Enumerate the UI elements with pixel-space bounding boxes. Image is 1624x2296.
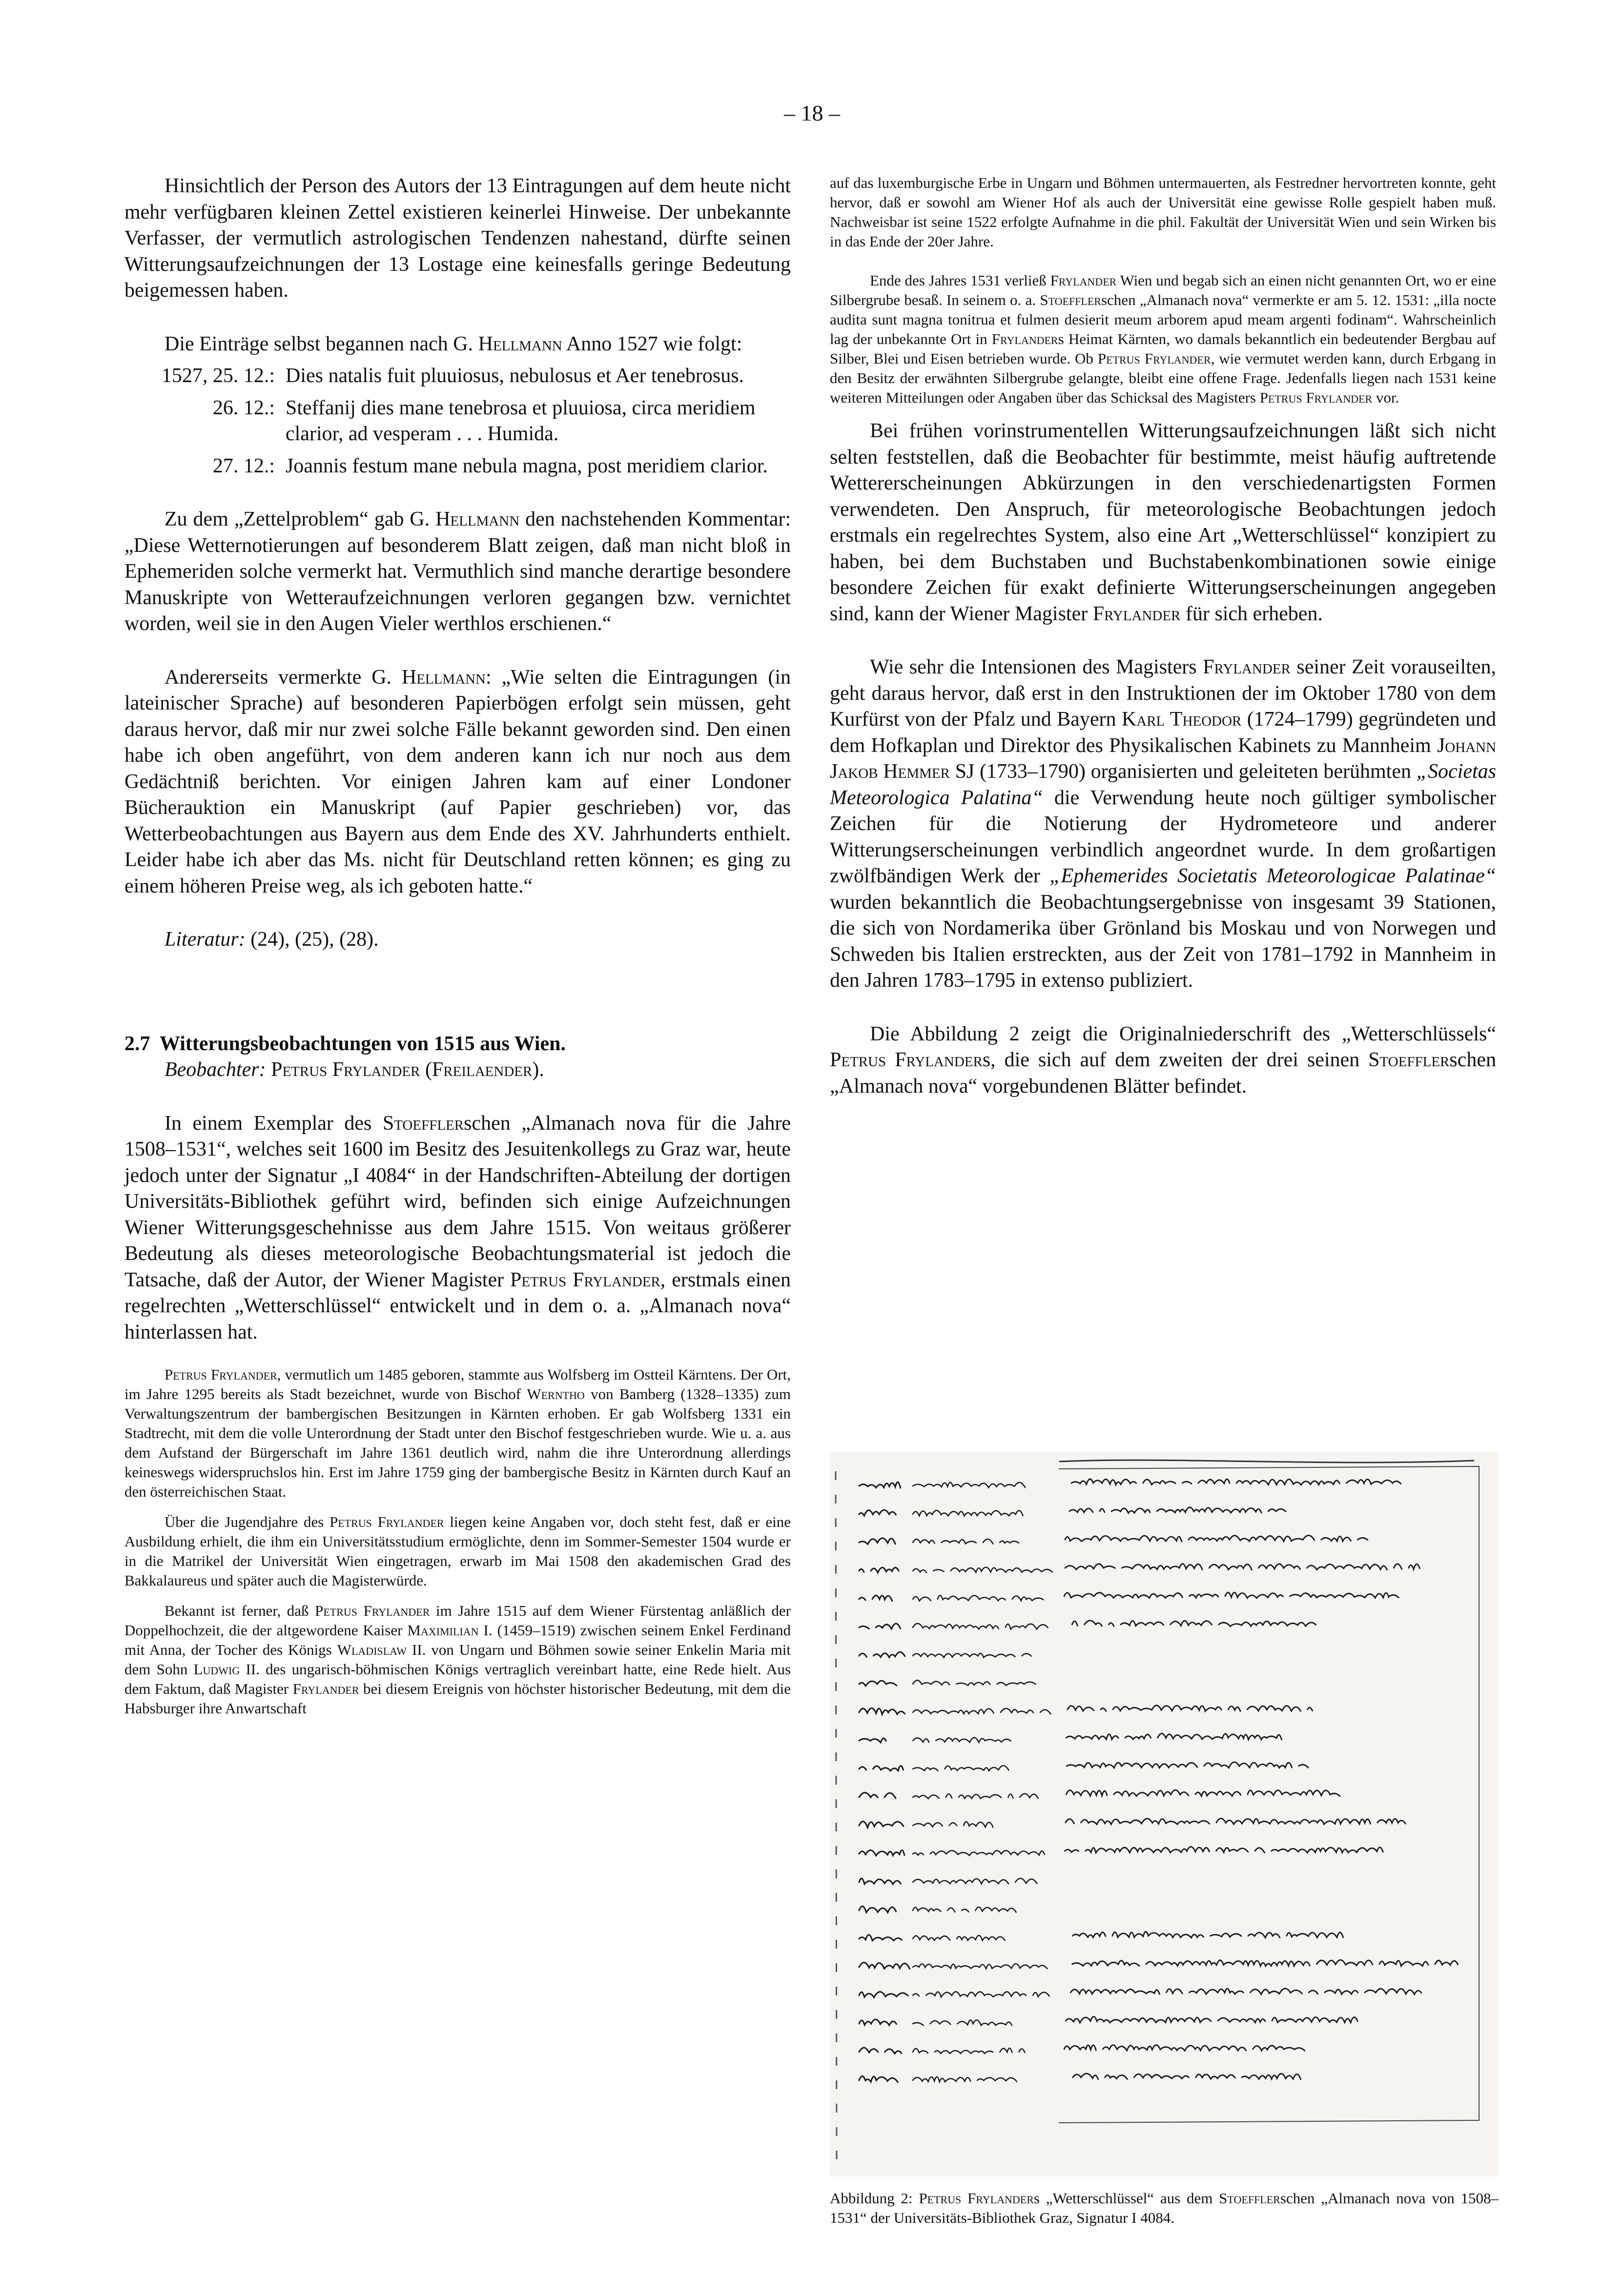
- weather-entry: [124, 395, 791, 447]
- footnote-birth: Petrus Frylander, vermutlich um 1485 geboren, stammte aus Wolfsberg im Ostteil Kärntens. Der Ort, im Jahre 1295 bereits als Stadt bezeichnet, wurde von Bischof Werntho von Bamberg (1328–1335) zum Verwaltungszentrum der bambergischen Besitzungen in Kärnten erhoben. Er gab Wolfsberg 1331 ein Stadtrecht, mit dem die volle Unterordnung der Stadt unter den Bischof festgeschrieben wurde. Wie u. a. aus dem Aufstand der Bürgerschaft im Jahre 1361 deutlich wird, nahm die ihre Unterordnung allerdings keineswegs widerspruchslos hin. Erst im Jahre 1759 ging der bambergische Besitz in Kärnten durch Kauf an den österreichischen Staat.: [124, 1366, 791, 1500]
- person-name: Hellmann: [401, 666, 486, 689]
- section-number: 2.7: [124, 1032, 150, 1055]
- entry-text: Steffanij dies mane tenebrosa et pluuiosa, circa meridiem clarior, ad vesperam . . . Humida.: [286, 396, 756, 445]
- entry-date: 26. 12.:: [212, 396, 275, 419]
- person-name: Hellmann: [435, 508, 520, 530]
- observer-line: [124, 1057, 791, 1083]
- right-column: [830, 173, 1496, 1099]
- observer-label: Beobachter:: [164, 1058, 266, 1081]
- footnote-continued: auf das luxemburgische Erbe in Ungarn und Böhmen untermauerten, als Festredner hervortreten konnte, geht hervor, daß er sowohl am Wiener Hof als auch der Universität eine gewisse Rolle gespielt haben muß. Nachweisbar ist seine 1522 erfolgte Aufnahme in die phil. Fakultät der Universität Wien und sein Wirken bis in das Ende der 20er Jahre.: [830, 174, 1496, 250]
- figure-caption: Abbildung 2: Petrus Frylanders „Wetterschlüssel“ aus dem Stoefflerschen „Almanach nova von 1508–1531“ der Universitäts-Bibliothek Graz, Signatur I 4084.: [830, 2190, 1499, 2226]
- literature-label: Literatur:: [164, 928, 246, 951]
- footnote-youth: Über die Jugendjahre des Petrus Frylander liegen keine Angaben vor, doch steht fest, daß er eine Ausbildung erhielt, die ihm ein Universitätsstudium ermöglichte, denn im Sommer-Semester 1504 wurde er in die Matrikel der Universität Wien eingetragen, erwarb im Mai 1508 den akademischen Grad des Bakkalaureus und später auch die Magisterwürde.: [124, 1513, 791, 1589]
- paragraph-weather-key: Bei frühen vorinstrumentellen Witterungsaufzeichnungen läßt sich nicht selten feststellen, daß die Beobachter für bestimmte, meist häufig auftretende Wettererscheinungen Abkürzungen in den verschiedenartigsten Formen verwendeten. Den Anspruch, für meteorologische Beobachtungen jedoch erstmals ein regelrechtes System, also eine Art „Wetterschlüssel“ konzipiert zu haben, bei dem Buchstaben und Buchstabenkombinationen sowie einige besondere Zeichen für exakt definierte Witterungserscheinungen angegeben sind, kann der Wiener Magister Frylander für sich erheben.: [830, 420, 1496, 625]
- left-column: [124, 173, 791, 1718]
- paragraph-hellmann-quote: Andererseits vermerkte G. Hellmann: „Wie selten die Eintragungen (in lateinischer Sprache) auf besonderen Papierbögen erfolgt sein müssen, geht daraus hervor, daß mir nur zwei solche Fälle bekannt geworden sind. Den einen habe ich oben angeführt, von dem anderen kann ich nur noch aus dem Gedächtniß berichten. Vor einigen Jahren kam auf einer Londoner Bücherauktion ein Manuskript (auf Papier geschrieben) vor, das Wetterbeobachtungen aus Bayern aus dem Ende des XV. Jahrhunderts enthielt. Leider habe ich aber das Ms. nicht für Deutschland retten können; es ging zu einem höheren Preise weg, als ich geboten hatte.“: [124, 666, 791, 897]
- paragraph-almanach: In einem Exemplar des Stoefflerschen „Almanach nova für die Jahre 1508–1531“, welches seit 1600 im Besitz des Jesuitenkollegs zu Graz war, heute jedoch unter der Signatur „I 4084“ in der Handschriften-Abteilung der dortigen Universitäts-Bibliothek geführt wird, befinden sich einige Aufzeichnungen Wiener Witterungsgeschehnisse aus dem Jahre 1515. Von weitaus größerer Bedeutung als dieses meteorologische Beobachtungsmaterial ist jedoch die Tatsache, daß der Autor, der Wiener Magister Petrus Frylander, erstmals einen regelrechten „Wetterschlüssel“ entwickelt und in dem o. a. „Almanach nova“ hinterlassen hat.: [124, 1112, 791, 1343]
- manuscript-scan: [830, 1452, 1499, 2176]
- footnote-silver-mine: Ende des Jahres 1531 verließ Frylander Wien und begab sich an einen nicht genannten Ort, wo er eine Silbergrube besaß. In seinem o. a. Stoefflerschen „Almanach nova“ vermerkte er am 5. 12. 1531: „illa nocte audita sunt magna tonitrua et fulmen desierit meum arborem apud meam argenti fodinam“. Wahrscheinlich lag der unbekannte Ort in Frylanders Heimat Kärnten, wo damals bekanntlich ein bedeutender Bergbau auf Silber, Blei und Eisen betrieben wurde. Ob Petrus Frylander, wie vermutet werden kann, durch Erbgang in den Besitz der erwähnten Silbergrube gelangte, bleibt eine offene Frage. Jedenfalls liegen nach 1531 keine weiteren Mitteilungen oder Angaben über das Schicksal des Magisters Petrus Frylander vor.: [830, 272, 1497, 406]
- page-number: – 18 –: [784, 101, 840, 125]
- paragraph-figure-reference: Die Abbildung 2 zeigt die Originalniederschrift des „Wetterschlüssels“ Petrus Frylanders, die sich auf dem zweiten der drei seinen Stoefflerschen „Almanach nova“ vorgebundenen Blätter befindet.: [830, 1022, 1496, 1097]
- section-title: Witterungsbeobachtungen von 1515 aus Wien.: [160, 1032, 566, 1055]
- entry-text: Dies natalis fuit pluuiosus, nebulosus et Aer tenebrosus.: [286, 365, 744, 387]
- entry-date: 27. 12.:: [212, 454, 275, 477]
- weather-entry: [124, 453, 791, 480]
- paragraph-zettelproblem: Zu dem „Zettelproblem“ gab G. Hellmann den nachstehenden Kommentar: „Diese Wetternotierungen auf besonderem Blatt zeigen, daß man nicht bloß in Ephemeriden solche vermerkt hat. Vermuthlich sind manche derartige besondere Manuskripte von Wetteraufzeichnungen verloren gegangen bzw. vernichtet worden, weil sie in den Augen Vieler werthlos erschienen.“: [124, 508, 791, 635]
- footnote-speech: Bekannt ist ferner, daß Petrus Frylander im Jahre 1515 auf dem Wiener Fürstentag anläßlich der Doppelhochzeit, die der altgewordene Kaiser Maximilian I. (1459–1519) zwischen seinem Enkel Ferdinand mit Anna, der Tocher des Königs Wladislaw II. von Ungarn und Böhmen sowie seiner Enkelin Maria mit dem Sohn Ludwig II. des ungarisch-böhmischen Königs vertraglich vereinbart hatte, eine Rede hielt. Aus dem Faktum, daß Magister Frylander bei diesem Ereignis von höchster historischer Bedeutung, mit dem die Habsburger ihre Anwartschaft: [124, 1602, 791, 1717]
- entry-text: Joannis festum mane nebula magna, post meridiem clarior.: [286, 454, 768, 477]
- paragraph-author-hints: Hinsichtlich der Person des Autors der 13 Eintragungen auf dem heute nicht mehr verfügbaren kleinen Zettel existieren keinerlei Hinweise. Der unbekannte Verfasser, der vermutlich astrologischen Tendenzen nahestand, dürfte seinen Witterungsaufzeichnungen der 13 Lostage eine keinesfalls geringe Bedeutung beigemessen haben.: [124, 175, 791, 302]
- weather-entry: [124, 363, 791, 389]
- literature-references: Literatur: (24), (25), (28).: [164, 928, 379, 951]
- manuscript-figure: [830, 1452, 1499, 2176]
- entry-date: 1527, 25. 12.:: [161, 365, 275, 387]
- paragraph-entries-intro: Die Einträge selbst begannen nach G. Hellmann Anno 1527 wie folgt:: [164, 332, 742, 355]
- observer-name: Petrus Frylander (Freilaender).: [271, 1058, 544, 1081]
- section-heading: [124, 1031, 791, 1057]
- person-name: Hellmann: [478, 332, 562, 355]
- paragraph-palatina: Wie sehr die Intensionen des Magisters Frylander seiner Zeit vorauseilten, geht daraus hervor, daß erst in den Instruktionen der im Oktober 1780 von dem Kurfürst von der Pfalz und Bayern Karl Theodor (1724–1799) gegründeten und dem Hofkaplan und Direktor des Physikalischen Kabinets zu Mannheim Johann Jakob Hemmer SJ (1733–1790) organisierten und geleiteten berühmten „Societas Meteorologica Palatina“ die Verwendung heute noch gültiger symbolischer Zeichen für die Notierung der Hydrometeore und anderer Witterungserscheinungen verbindlich angeordnet wurde. In dem großartigen zwölfbändigen Werk der „Ephemerides Societatis Meteorologicae Palatinae“ wurden bekanntlich die Beobachtungsergebnisse von insgesamt 39 Stationen, die sich von Nordamerika über Grönland bis Moskau und von Norwegen und Schweden bis Italien erstreckten, aus der Zeit von 1781–1792 in Mannheim in den Jahren 1783–1795 in extenso publiziert.: [830, 656, 1497, 992]
